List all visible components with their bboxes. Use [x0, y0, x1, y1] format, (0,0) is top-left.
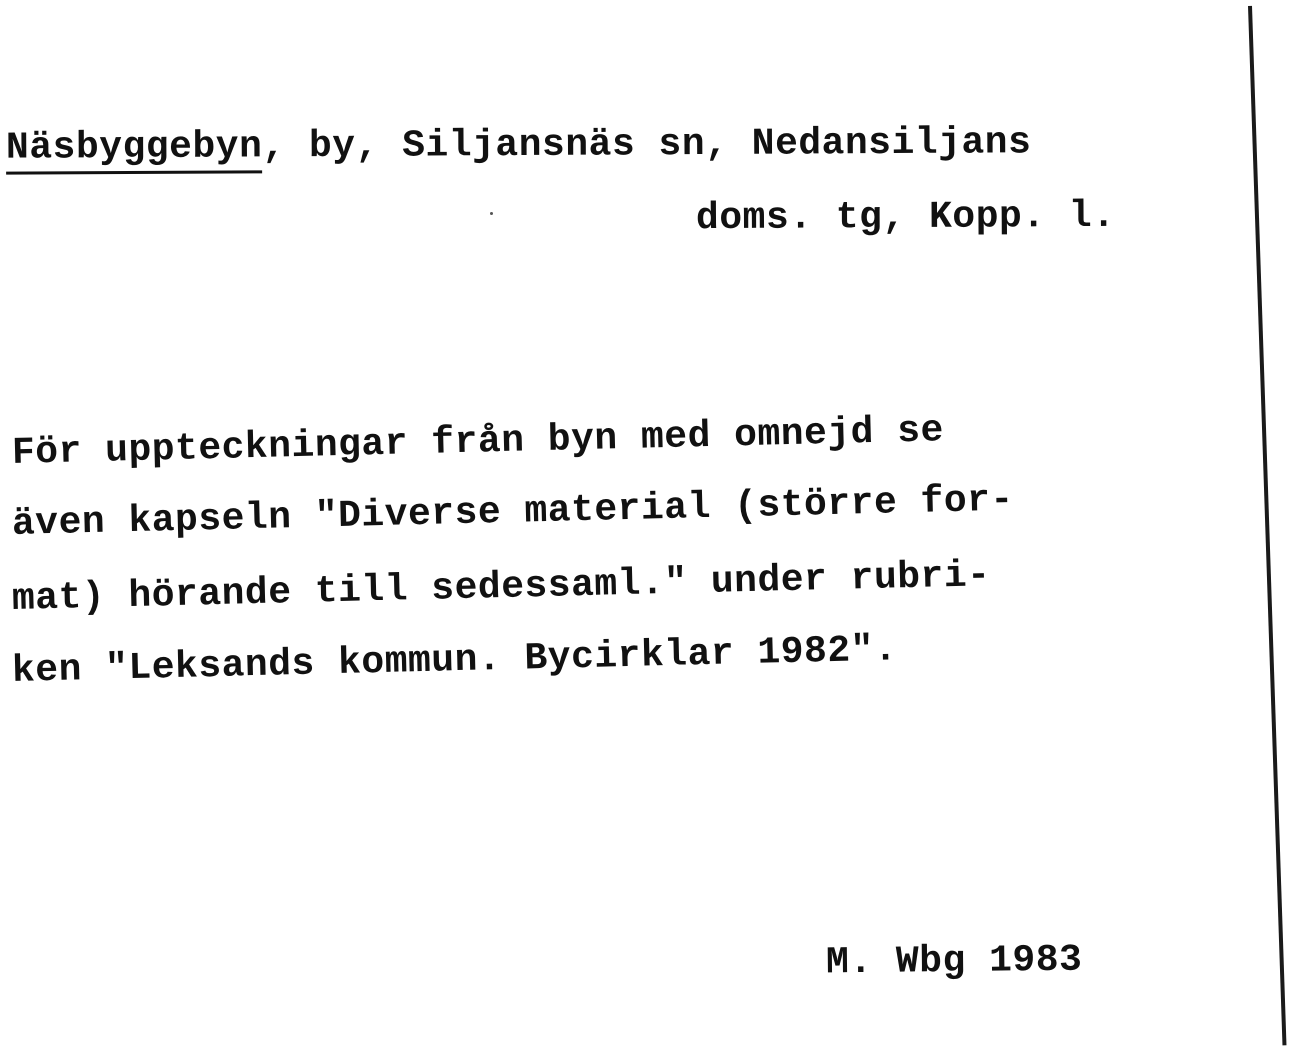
headword: Näsbyggebyn: [6, 125, 263, 174]
heading-rest: , by, Siljansnäs sn, Nedansiljans: [262, 121, 1032, 169]
signature: M. Wbg 1983: [825, 938, 1083, 985]
ink-speck: [490, 212, 493, 215]
heading-line-2: doms. tg, Kopp. l.: [695, 194, 1116, 241]
body-line: För uppteckningar från byn med omnejd se: [11, 409, 945, 475]
body-line: ken "Leksands kommun. Bycirklar 1982".: [11, 628, 898, 693]
body-line: mat) hörande till sedessaml." under rubri-: [11, 554, 991, 621]
card-edge-line: [1248, 6, 1286, 1046]
heading-line-1: [6, 121, 1032, 170]
body-line: även kapseln "Diverse material (större for-: [11, 478, 1015, 546]
